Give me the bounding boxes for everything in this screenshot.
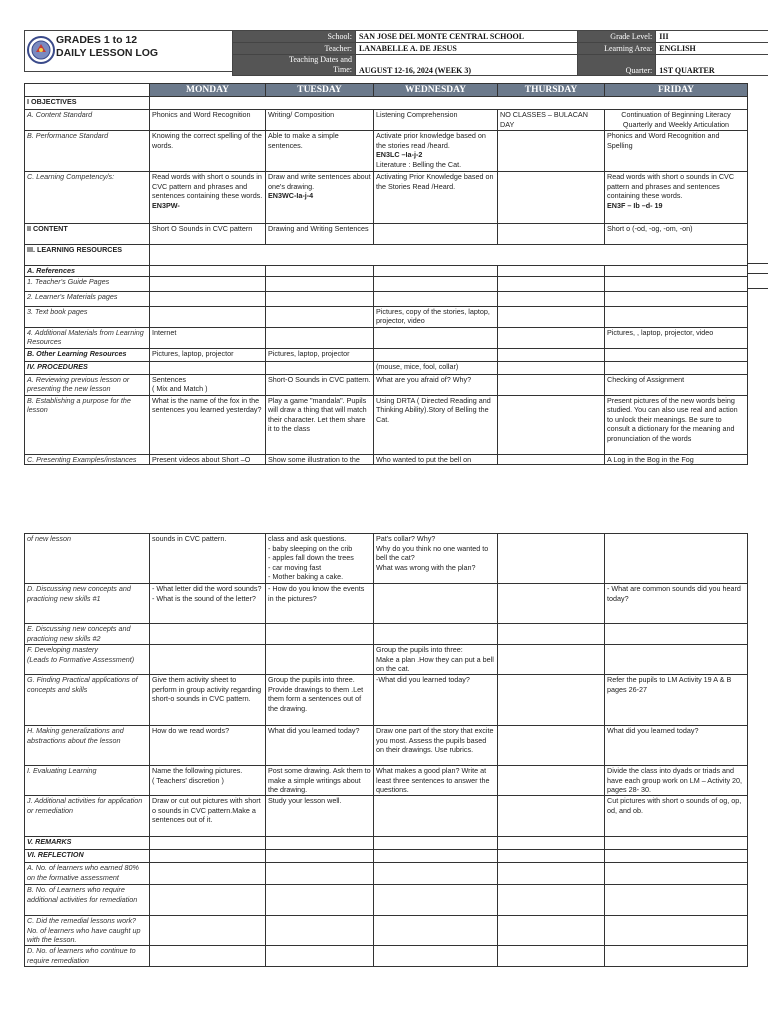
- presenting-cont-tue: class and ask questions. - baby sleeping on the crib - apples fall down the trees - car moving fast - Mother baking a cake.: [266, 534, 374, 584]
- reflection-d-thu: [498, 946, 605, 967]
- reflection-d-row: [25, 946, 748, 967]
- reflection-b-row: [25, 885, 748, 916]
- competency-row: [25, 172, 748, 224]
- grade-level-label: Grade Level:: [578, 31, 656, 43]
- mastery-row: [25, 645, 748, 675]
- additional-activities-fri: Cut pictures with short o sounds of og, op, od, and ob.: [605, 796, 748, 837]
- purpose-label: B. Establishing a purpose for the lesson: [25, 395, 150, 454]
- competency-mon-text: Read words with short o sounds in CVC pattern and phrases and sentences containing these words.: [152, 172, 263, 200]
- competency-label: C. Learning Competency/s:: [25, 172, 150, 224]
- reviewing-label: A. Reviewing previous lesson or presenting the new lesson: [25, 374, 150, 395]
- school-value: SAN JOSE DEL MONTE CENTRAL SCHOOL: [355, 31, 577, 43]
- content-wed: [374, 224, 498, 245]
- tg-pages-label: 1. Teacher's Guide Pages: [25, 276, 150, 291]
- purpose-row: [25, 395, 748, 454]
- practical-tue: Group the pupils into three. Provide drawings to them .Let them form a sentences out of the drawing.: [266, 675, 374, 726]
- competency-fri-code: EN3F – Ib –d- 19: [607, 200, 663, 210]
- presenting-label: C. Presenting Examples/instances: [25, 454, 150, 465]
- reflection-label: VI. REFLECTION: [25, 850, 150, 863]
- presenting-cont-label: of new lesson: [25, 534, 150, 584]
- content-label: II CONTENT: [25, 224, 150, 245]
- teaching-dates-label: [233, 55, 356, 76]
- discussing1-label: D. Discussing new concepts and practicing new skills #1: [25, 584, 150, 624]
- content-mon: Short O Sounds in CVC pattern: [150, 224, 266, 245]
- presenting-cont-wed: Pat's collar? Why? Why do you think no one wanted to bell the cat? What was wrong with the plan?: [374, 534, 498, 584]
- mastery-wed: Group the pupils into three: Make a plan .How they can put a bell on the cat.: [374, 645, 498, 675]
- evaluating-fri: Divide the class into dyads or triads and have each group work on LM – Activity 20, pages 28- 30.: [605, 766, 748, 796]
- content-standard-wed: Listening Comprehension: [374, 110, 498, 131]
- reflection-d-wed: [374, 946, 498, 967]
- reflection-d-tue: [266, 946, 374, 967]
- learning-resources-row: [25, 245, 748, 266]
- remarks-tue: [266, 837, 374, 850]
- reflection-c-label: C. Did the remedial lessons work? No. of learners who have caught up with the lesson.: [25, 916, 150, 946]
- other-resources-fri: [605, 348, 748, 361]
- competency-thu: [498, 172, 605, 224]
- title-line-2: DAILY LESSON LOG: [56, 47, 159, 59]
- discussing2-fri: [605, 624, 748, 645]
- presenting-cont-thu: [498, 534, 605, 584]
- reflection-d-label: D. No. of learners who continue to require remediation: [25, 946, 150, 967]
- additional-activities-label: J. Additional activities for application or remediation: [25, 796, 150, 837]
- title-line-1: GRADES 1 to 12: [56, 34, 138, 46]
- additional-activities-wed: [374, 796, 498, 837]
- reviewing-fri: Checking of Assignment: [605, 374, 748, 395]
- references-tue: [266, 266, 374, 277]
- evaluating-thu: [498, 766, 605, 796]
- learning-area-value: ENGLISH: [656, 43, 768, 55]
- reflection-c-fri: [605, 916, 748, 946]
- objectives-span: [150, 97, 748, 110]
- lesson-log-header: [24, 30, 768, 75]
- teaching-dates-label-line-2: Time:: [333, 65, 352, 74]
- performance-standard-thu: [498, 131, 605, 172]
- reviewing-row: [25, 374, 748, 395]
- lm-pages-wed: [374, 291, 498, 306]
- lm-pages-thu: [498, 291, 605, 306]
- discussing2-wed: [374, 624, 498, 645]
- remarks-thu: [498, 837, 605, 850]
- competency-fri-text: Read words with short o sounds in CVC pattern and phrases and sentences containing these words.: [607, 172, 735, 200]
- lesson-log-title: [56, 34, 158, 60]
- tg-pages-row: [25, 276, 748, 291]
- purpose-tue: Play a game "mandala". Pupils will draw a thing that will match their character. Let them share it to the class: [266, 395, 374, 454]
- textbook-tue: [266, 306, 374, 327]
- lesson-log-table-part-2: [24, 533, 748, 967]
- content-thu: [498, 224, 605, 245]
- presenting-wed: Who wanted to put the bell on: [374, 454, 498, 465]
- reflection-b-label: B. No. of Learners who require additional activities for remediation: [25, 885, 150, 916]
- discussing1-tue: - How do you know the events in the pictures?: [266, 584, 374, 624]
- remarks-wed: [374, 837, 498, 850]
- content-standard-label: A. Content Standard: [25, 110, 150, 131]
- presenting-cont-row: [25, 534, 748, 584]
- remarks-fri: [605, 837, 748, 850]
- additional-materials-mon: Internet: [150, 327, 266, 348]
- practical-row: [25, 675, 748, 726]
- discussing1-thu: [498, 584, 605, 624]
- mastery-tue: [266, 645, 374, 675]
- purpose-thu: [498, 395, 605, 454]
- teaching-dates-value: AUGUST 12-16, 2024 (WEEK 3): [355, 55, 577, 76]
- reflection-c-wed: [374, 916, 498, 946]
- references-fri: [605, 266, 748, 277]
- competency-fri: [605, 172, 748, 224]
- discussing2-label: E. Discussing new concepts and practicing new skills #2: [25, 624, 150, 645]
- additional-materials-label: 4. Additional Materials from Learning Resources: [25, 327, 150, 348]
- quarter-label: Quarter:: [578, 55, 656, 76]
- reflection-c-thu: [498, 916, 605, 946]
- remarks-label: V. REMARKS: [25, 837, 150, 850]
- reflection-d-fri: [605, 946, 748, 967]
- reflection-a-row: [25, 863, 748, 885]
- procedures-mon: [150, 361, 266, 374]
- reviewing-thu: [498, 374, 605, 395]
- presenting-tue: Show some illustration to the: [266, 454, 374, 465]
- other-resources-row: [25, 348, 748, 361]
- additional-materials-wed: [374, 327, 498, 348]
- additional-materials-thu: [498, 327, 605, 348]
- reflection-b-thu: [498, 885, 605, 916]
- practical-wed: -What did you learned today?: [374, 675, 498, 726]
- reflection-b-tue: [266, 885, 374, 916]
- reflection-a-label: A. No. of learners who earned 80% on the formative assessment: [25, 863, 150, 885]
- corner-cell: [25, 84, 150, 97]
- references-label: A. References: [25, 266, 150, 277]
- performance-standard-fri: Phonics and Word Recognition and Spelling: [605, 131, 748, 172]
- procedures-row: [25, 361, 748, 374]
- purpose-mon: What is the name of the fox in the sentences you learned yesterday?: [150, 395, 266, 454]
- other-resources-thu: [498, 348, 605, 361]
- tg-pages-fri: [605, 276, 748, 291]
- additional-materials-fri: Pictures, , laptop, projector, video: [605, 327, 748, 348]
- procedures-label: IV. PROCEDURES: [25, 361, 150, 374]
- textbook-thu: [498, 306, 605, 327]
- tg-pages-wed: [374, 276, 498, 291]
- discussing1-fri: - What are common sounds did you heard today?: [605, 584, 748, 624]
- presenting-row: [25, 454, 748, 465]
- content-standard-thu: NO CLASSES – BULACAN DAY: [498, 110, 605, 131]
- procedures-fri: [605, 361, 748, 374]
- competency-mon: [150, 172, 266, 224]
- reflection-a-fri: [605, 863, 748, 885]
- discussing1-mon: - What letter did the word sounds? - What is the sound of the letter?: [150, 584, 266, 624]
- objectives-row: [25, 97, 748, 110]
- additional-materials-tue: [266, 327, 374, 348]
- reflection-c-mon: [150, 916, 266, 946]
- other-resources-label: B. Other Learning Resources: [25, 348, 150, 361]
- reflection-b-fri: [605, 885, 748, 916]
- reflection-a-tue: [266, 863, 374, 885]
- reflection-thu: [498, 850, 605, 863]
- other-resources-tue: Pictures, laptop, projector: [266, 348, 374, 361]
- reflection-b-wed: [374, 885, 498, 916]
- reflection-mon: [150, 850, 266, 863]
- mastery-thu: [498, 645, 605, 675]
- additional-materials-row: [25, 327, 748, 348]
- reflection-c-row: [25, 916, 748, 946]
- quarter-value: 1ST QUARTER: [656, 55, 768, 76]
- teacher-label: Teacher:: [233, 43, 356, 55]
- tg-pages-mon: [150, 276, 266, 291]
- practical-fri: Refer the pupils to LM Activity 19 A & B pages 26-27: [605, 675, 748, 726]
- textbook-wed: Pictures, copy of the stories, laptop, projector, video: [374, 306, 498, 327]
- competency-tue-code: EN3WC-Ia-j-4: [268, 191, 314, 200]
- tg-pages-tue: [266, 276, 374, 291]
- additional-activities-mon: Draw or cut out pictures with short o sounds in CVC pattern.Make a sentences out of it.: [150, 796, 266, 837]
- competency-wed: Activating Prior Knowledge based on the Stories Read /Heard.: [374, 172, 498, 224]
- reflection-d-mon: [150, 946, 266, 967]
- content-standard-mon: Phonics and Word Recognition: [150, 110, 266, 131]
- reflection-fri: [605, 850, 748, 863]
- content-tue: Drawing and Writing Sentences: [266, 224, 374, 245]
- reflection-row: [25, 850, 748, 863]
- day-friday: FRIDAY: [605, 84, 748, 97]
- deped-seal-icon: [24, 30, 58, 70]
- content-standard-tue: Writing/ Composition: [266, 110, 374, 131]
- reflection-wed: [374, 850, 498, 863]
- generalizations-row: [25, 726, 748, 766]
- mastery-label: F. Developing mastery (Leads to Formative Assessment): [25, 645, 150, 675]
- day-tuesday: TUESDAY: [266, 84, 374, 97]
- reflection-a-wed: [374, 863, 498, 885]
- learning-area-label: Learning Area:: [578, 43, 656, 55]
- performance-standard-row: [25, 131, 748, 172]
- content-standard-fri: Continuation of Beginning Literacy Quarterly and Weekly Articulation: [605, 110, 748, 131]
- day-monday: MONDAY: [150, 84, 266, 97]
- performance-standard-wed: [374, 131, 498, 172]
- school-label: School:: [233, 31, 356, 43]
- competency-tue: [266, 172, 374, 224]
- day-thursday: THURSDAY: [498, 84, 605, 97]
- reflection-a-thu: [498, 863, 605, 885]
- evaluating-label: I. Evaluating Learning: [25, 766, 150, 796]
- grade-level-value: III: [656, 31, 768, 43]
- performance-standard-wed-code: EN3LC –Ia-j-2: [376, 150, 423, 159]
- lm-pages-mon: [150, 291, 266, 306]
- references-mon: [150, 266, 266, 277]
- procedures-wed: (mouse, mice, fool, collar): [374, 361, 498, 374]
- reviewing-tue: Short-O Sounds in CVC pattern.: [266, 374, 374, 395]
- generalizations-wed: Draw one part of the story that excite you most. Assess the pupils based on their drawings. Use rubrics.: [374, 726, 498, 766]
- performance-standard-wed-literature: Literature : Belling the Cat.: [376, 159, 462, 169]
- procedures-thu: [498, 361, 605, 374]
- generalizations-mon: How do we read words?: [150, 726, 266, 766]
- reflection-a-mon: [150, 863, 266, 885]
- performance-standard-wed-text: Activate prior knowledge based on the stories read /heard.: [376, 131, 486, 150]
- discussing1-wed: [374, 584, 498, 624]
- discussing2-tue: [266, 624, 374, 645]
- textbook-mon: [150, 306, 266, 327]
- textbook-row: [25, 306, 748, 327]
- competency-tue-text: Draw and write sentences about one's drawing.: [268, 172, 371, 191]
- row-rule-extension: [747, 273, 768, 274]
- evaluating-row: [25, 766, 748, 796]
- objectives-label: I OBJECTIVES: [25, 97, 150, 110]
- references-thu: [498, 266, 605, 277]
- presenting-cont-mon: sounds in CVC pattern.: [150, 534, 266, 584]
- row-rule-extension: [747, 263, 768, 264]
- reflection-b-mon: [150, 885, 266, 916]
- lm-pages-row: [25, 291, 748, 306]
- remarks-row: [25, 837, 748, 850]
- additional-activities-thu: [498, 796, 605, 837]
- teacher-value: LANABELLE A. DE JESUS: [355, 43, 577, 55]
- evaluating-mon: Name the following pictures. ( Teachers' discretion ): [150, 766, 266, 796]
- performance-standard-label: B. Performance Standard: [25, 131, 150, 172]
- learning-resources-label: III. LEARNING RESOURCES: [25, 245, 150, 266]
- day-wednesday: WEDNESDAY: [374, 84, 498, 97]
- additional-activities-row: [25, 796, 748, 837]
- generalizations-fri: What did you learned today?: [605, 726, 748, 766]
- performance-standard-mon: Knowing the correct spelling of the words.: [150, 131, 266, 172]
- reviewing-mon: Sentences ( Mix and Match ): [150, 374, 266, 395]
- remarks-mon: [150, 837, 266, 850]
- generalizations-thu: [498, 726, 605, 766]
- mastery-fri: [605, 645, 748, 675]
- lm-pages-fri: [605, 291, 748, 306]
- teaching-dates-label-line-1: Teaching Dates and: [289, 55, 352, 64]
- practical-label: G. Finding Practical applications of concepts and skills: [25, 675, 150, 726]
- content-fri: Short o (-od, -og, -om, -on): [605, 224, 748, 245]
- other-resources-mon: Pictures, laptop, projector: [150, 348, 266, 361]
- presenting-fri: A Log in the Bog in the Fog: [605, 454, 748, 465]
- practical-mon: Give them activity sheet to perform in group activity regarding short-o sounds in CVC pattern.: [150, 675, 266, 726]
- lesson-log-table-part-1: [24, 83, 748, 465]
- textbook-fri: [605, 306, 748, 327]
- row-rule-extension: [747, 288, 768, 289]
- additional-activities-tue: Study your lesson well.: [266, 796, 374, 837]
- presenting-mon: Present videos about Short –O: [150, 454, 266, 465]
- tg-pages-thu: [498, 276, 605, 291]
- evaluating-wed: What makes a good plan? Write at least three sentences to answer the questions.: [374, 766, 498, 796]
- presenting-cont-fri: [605, 534, 748, 584]
- learning-resources-span: [150, 245, 748, 266]
- reflection-tue: [266, 850, 374, 863]
- presenting-thu: [498, 454, 605, 465]
- practical-thu: [498, 675, 605, 726]
- purpose-fri: Present pictures of the new words being studied. You can also use real and action to unlock their meanings. Be sure to consult a dictionary for the meaning and pronunciation of the words: [605, 395, 748, 454]
- school-info-table: [232, 30, 768, 76]
- purpose-wed: Using DRTA ( Directed Reading and Thinking Ability).Story of Belling the Cat.: [374, 395, 498, 454]
- other-resources-wed: [374, 348, 498, 361]
- mastery-mon: [150, 645, 266, 675]
- content-row: [25, 224, 748, 245]
- discussing2-row: [25, 624, 748, 645]
- performance-standard-tue: Able to make a simple sentences.: [266, 131, 374, 172]
- reflection-c-tue: [266, 916, 374, 946]
- day-header-row: [25, 84, 748, 97]
- evaluating-tue: Post some drawing. Ask them to make a simple writings about the drawing.: [266, 766, 374, 796]
- references-wed: [374, 266, 498, 277]
- reviewing-wed: What are you afraid of? Why?: [374, 374, 498, 395]
- discussing2-mon: [150, 624, 266, 645]
- textbook-label: 3. Text book pages: [25, 306, 150, 327]
- discussing2-thu: [498, 624, 605, 645]
- competency-mon-code: EN3PW-: [152, 200, 180, 210]
- generalizations-tue: What did you learned today?: [266, 726, 374, 766]
- lm-pages-label: 2. Learner's Materials pages: [25, 291, 150, 306]
- lm-pages-tue: [266, 291, 374, 306]
- references-row: [25, 266, 748, 277]
- content-standard-row: [25, 110, 748, 131]
- procedures-tue: [266, 361, 374, 374]
- generalizations-label: H. Making generalizations and abstractions about the lesson: [25, 726, 150, 766]
- discussing1-row: [25, 584, 748, 624]
